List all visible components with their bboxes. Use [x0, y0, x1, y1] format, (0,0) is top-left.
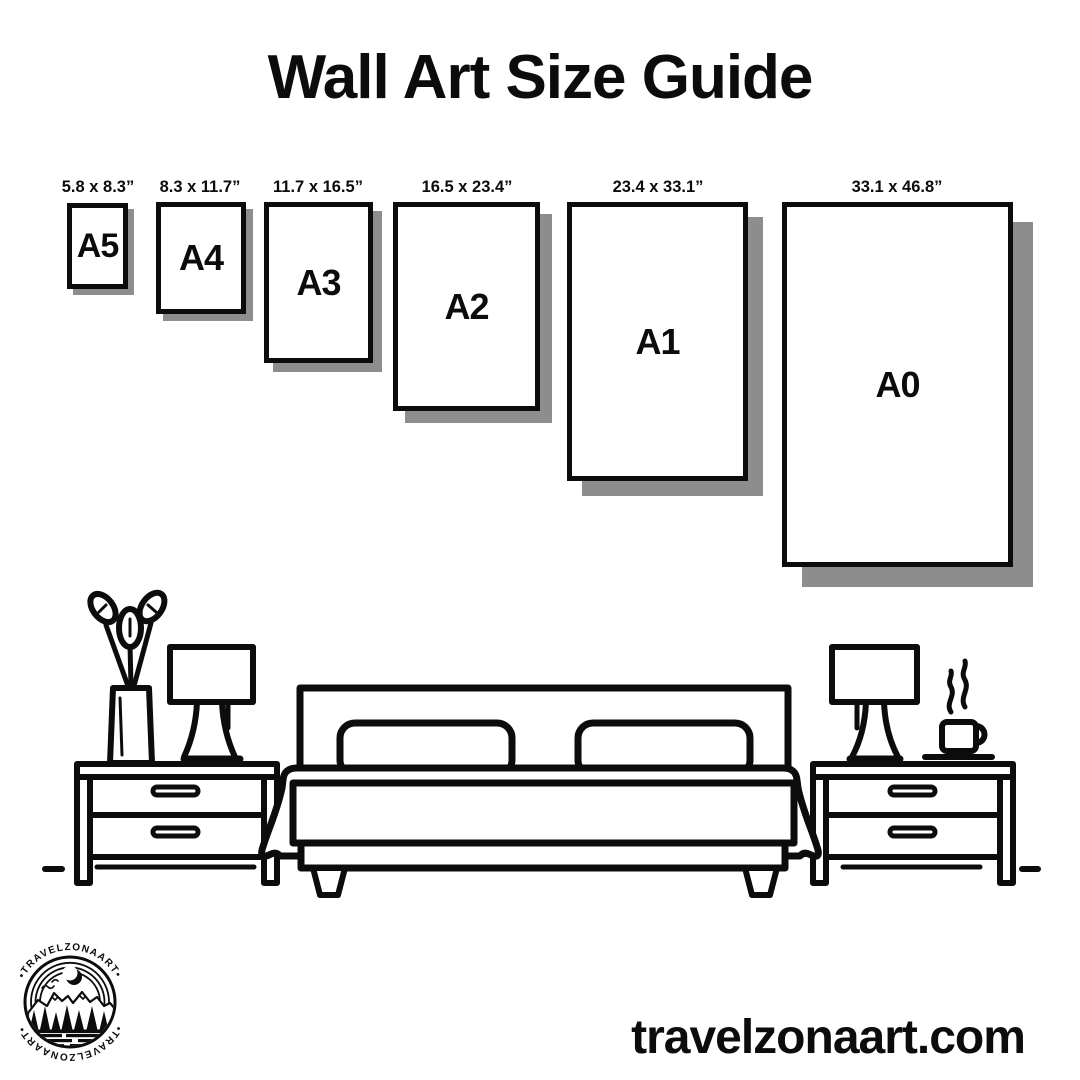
size-frame-a5 — [67, 203, 128, 289]
bed-base — [301, 843, 785, 868]
left-nightstand — [77, 764, 277, 883]
size-frame-a2 — [393, 202, 540, 411]
coffee-cup-icon — [925, 661, 992, 757]
size-frame-a0 — [782, 202, 1013, 567]
table-lamp-right-icon — [832, 647, 917, 759]
size-code: A4 — [178, 237, 224, 278]
bed-icon — [262, 688, 819, 895]
page-title: Wall Art Size Guide — [267, 43, 813, 112]
size-code: A3 — [296, 261, 341, 303]
vase — [110, 688, 152, 763]
website-url: travelzonaart.com — [631, 1011, 1025, 1064]
size-dimensions-label-a2: 16.5 x 23.4” — [421, 178, 513, 196]
size-frame-a4 — [156, 202, 246, 314]
brand-logo — [0, 932, 140, 1072]
right-nightstand — [813, 764, 1013, 883]
size-dimensions-label-a5: 5.8 x 8.3” — [61, 178, 135, 196]
size-code: A5 — [76, 226, 119, 265]
table-lamp-left-icon — [170, 647, 253, 759]
size-dimensions-label-a0: 33.1 x 46.8” — [851, 178, 943, 196]
size-dimensions-label-a4: 8.3 x 11.7” — [159, 178, 241, 196]
logo-ring-text-bottom: •TRAVELZONAART• — [16, 1023, 124, 1063]
bedroom-illustration — [0, 585, 1080, 915]
bed-leg-left — [313, 868, 345, 895]
size-code: A0 — [875, 363, 920, 405]
bed-leg-right — [745, 868, 777, 895]
logo-ring-text-top: •TRAVELZONAART• — [16, 941, 124, 981]
size-dimensions-label-a1: 23.4 x 33.1” — [612, 178, 704, 196]
size-dimensions-label-a3: 11.7 x 16.5” — [273, 178, 363, 196]
mattress — [293, 783, 794, 843]
plant-vase-icon — [85, 588, 169, 763]
size-frame-a3 — [264, 202, 373, 363]
size-code: A2 — [444, 285, 489, 327]
size-code: A1 — [635, 320, 680, 362]
size-frame-a1 — [567, 202, 748, 481]
